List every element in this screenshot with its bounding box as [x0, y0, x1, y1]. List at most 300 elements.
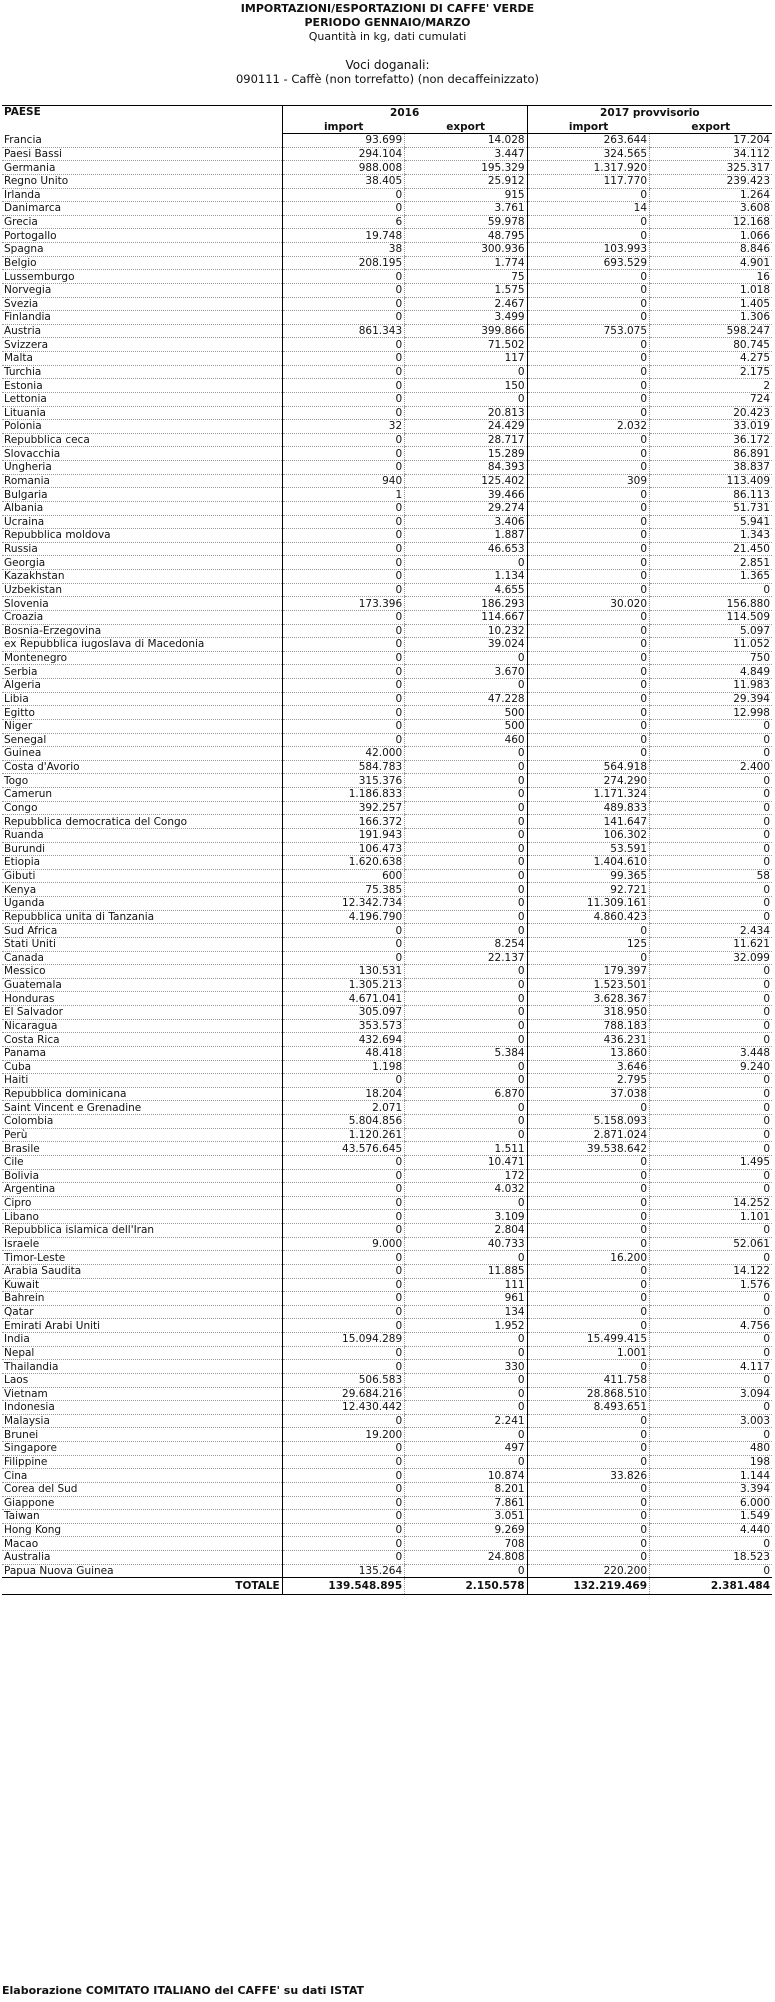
- import-2016-cell: 0: [282, 365, 404, 379]
- export-2017-cell: 86.113: [650, 488, 772, 502]
- table-row: [2, 542, 772, 556]
- country-cell: Slovacchia: [2, 447, 282, 461]
- import-2016-cell: 32: [282, 420, 404, 434]
- import-2017-cell: 220.200: [527, 1564, 649, 1578]
- import-2016-cell: 0: [282, 1278, 404, 1292]
- country-cell: Belgio: [2, 256, 282, 270]
- export-2016-cell: 0: [405, 365, 527, 379]
- import-2016-cell: 0: [282, 665, 404, 679]
- table-row: [2, 1046, 772, 1060]
- column-header-export-2016: export: [405, 120, 527, 134]
- country-cell: Haiti: [2, 1074, 282, 1088]
- export-2017-cell: 21.450: [650, 542, 772, 556]
- import-2016-cell: 0: [282, 1224, 404, 1238]
- table-row: [2, 515, 772, 529]
- country-cell: Turchia: [2, 365, 282, 379]
- import-2017-cell: 0: [527, 392, 649, 406]
- total-row: [2, 1578, 772, 1595]
- import-2017-cell: 0: [527, 679, 649, 693]
- table-row: [2, 1455, 772, 1469]
- import-2016-cell: 0: [282, 1346, 404, 1360]
- customs-code: 090111 - Caffè (non torrefatto) (non decaffeinizzato): [235, 72, 540, 86]
- import-2016-cell: 0: [282, 1414, 404, 1428]
- import-2016-cell: 0: [282, 406, 404, 420]
- export-2016-cell: 46.653: [405, 542, 527, 556]
- import-2016-cell: 0: [282, 1523, 404, 1537]
- import-2016-cell: 0: [282, 1155, 404, 1169]
- table-row: [2, 1087, 772, 1101]
- export-2017-cell: 0: [650, 965, 772, 979]
- export-2017-cell: 5.097: [650, 624, 772, 638]
- table-row: [2, 1251, 772, 1265]
- import-2016-cell: 1: [282, 488, 404, 502]
- export-2016-cell: 300.936: [405, 243, 527, 257]
- table-row: [2, 270, 772, 284]
- import-2017-cell: 0: [527, 447, 649, 461]
- export-2017-cell: 114.509: [650, 610, 772, 624]
- table-row: [2, 610, 772, 624]
- import-2016-cell: 0: [282, 1183, 404, 1197]
- import-2017-cell: 33.826: [527, 1469, 649, 1483]
- import-2017-cell: 0: [527, 1224, 649, 1238]
- import-2016-cell: 0: [282, 719, 404, 733]
- table-row: [2, 283, 772, 297]
- import-2017-cell: 0: [527, 610, 649, 624]
- import-2017-cell: 0: [527, 338, 649, 352]
- export-2016-cell: 4.655: [405, 583, 527, 597]
- export-2016-cell: 500: [405, 719, 527, 733]
- country-cell: Repubblica moldova: [2, 529, 282, 543]
- import-2017-cell: 92.721: [527, 883, 649, 897]
- import-2017-cell: 0: [527, 188, 649, 202]
- export-2016-cell: 15.289: [405, 447, 527, 461]
- export-2017-cell: 0: [650, 1019, 772, 1033]
- import-2017-cell: 0: [527, 1482, 649, 1496]
- import-2017-cell: 263.644: [527, 134, 649, 148]
- table-row: [2, 965, 772, 979]
- coffee-trade-table: [2, 105, 772, 1595]
- export-2016-cell: 0: [405, 1033, 527, 1047]
- import-2017-cell: 99.365: [527, 869, 649, 883]
- export-2017-cell: 0: [650, 1346, 772, 1360]
- import-2016-cell: 0: [282, 1074, 404, 1088]
- export-2017-cell: 1.405: [650, 297, 772, 311]
- export-2016-cell: 0: [405, 774, 527, 788]
- import-2017-cell: 436.231: [527, 1033, 649, 1047]
- export-2016-cell: 1.511: [405, 1142, 527, 1156]
- country-cell: Argentina: [2, 1183, 282, 1197]
- import-2016-cell: 12.430.442: [282, 1401, 404, 1415]
- country-cell: Perù: [2, 1128, 282, 1142]
- export-2016-cell: 84.393: [405, 461, 527, 475]
- country-cell: Grecia: [2, 215, 282, 229]
- export-2016-cell: 0: [405, 1019, 527, 1033]
- table-row: [2, 420, 772, 434]
- table-row: [2, 311, 772, 325]
- export-2017-cell: 2: [650, 379, 772, 393]
- export-2016-cell: 0: [405, 801, 527, 815]
- export-2016-cell: 28.717: [405, 433, 527, 447]
- import-2016-cell: 988.008: [282, 161, 404, 175]
- export-2016-cell: 3.109: [405, 1210, 527, 1224]
- country-cell: Romania: [2, 474, 282, 488]
- export-2016-cell: 1.134: [405, 570, 527, 584]
- export-2016-cell: 0: [405, 1115, 527, 1129]
- export-2017-cell: 1.495: [650, 1155, 772, 1169]
- import-2017-cell: 141.647: [527, 815, 649, 829]
- import-2017-cell: 0: [527, 638, 649, 652]
- table-row: [2, 1060, 772, 1074]
- import-2016-cell: 584.783: [282, 760, 404, 774]
- import-2017-cell: 125: [527, 937, 649, 951]
- table-row: [2, 1237, 772, 1251]
- import-2016-cell: 18.204: [282, 1087, 404, 1101]
- import-2017-cell: 0: [527, 542, 649, 556]
- country-cell: Ucraina: [2, 515, 282, 529]
- export-2016-cell: 0: [405, 747, 527, 761]
- export-2017-cell: 58: [650, 869, 772, 883]
- country-cell: Singapore: [2, 1442, 282, 1456]
- import-2017-cell: 30.020: [527, 597, 649, 611]
- table-row: [2, 869, 772, 883]
- import-2016-cell: 600: [282, 869, 404, 883]
- table-row: [2, 951, 772, 965]
- table-row: [2, 392, 772, 406]
- import-2016-cell: 1.120.261: [282, 1128, 404, 1142]
- export-2017-cell: 198: [650, 1455, 772, 1469]
- country-cell: Costa Rica: [2, 1033, 282, 1047]
- country-cell: Norvegia: [2, 283, 282, 297]
- export-2017-cell: 0: [650, 788, 772, 802]
- country-cell: Saint Vincent e Grenadine: [2, 1101, 282, 1115]
- import-2017-cell: 8.493.651: [527, 1401, 649, 1415]
- import-2016-cell: 15.094.289: [282, 1333, 404, 1347]
- export-2017-cell: 0: [650, 1305, 772, 1319]
- import-2017-cell: 0: [527, 229, 649, 243]
- import-2016-cell: 861.343: [282, 324, 404, 338]
- import-2017-cell: 0: [527, 1523, 649, 1537]
- import-2017-cell: 0: [527, 1414, 649, 1428]
- country-cell: Senegal: [2, 733, 282, 747]
- import-2016-cell: 29.684.216: [282, 1387, 404, 1401]
- import-2016-cell: 0: [282, 570, 404, 584]
- country-cell: Svizzera: [2, 338, 282, 352]
- export-2016-cell: 114.667: [405, 610, 527, 624]
- export-2016-cell: 10.874: [405, 1469, 527, 1483]
- export-2016-cell: 2.467: [405, 297, 527, 311]
- import-2017-cell: 274.290: [527, 774, 649, 788]
- export-2016-cell: 39.024: [405, 638, 527, 652]
- country-cell: Egitto: [2, 706, 282, 720]
- table-row: [2, 1142, 772, 1156]
- country-cell: Svezia: [2, 297, 282, 311]
- export-2017-cell: 2.175: [650, 365, 772, 379]
- import-2017-cell: 103.993: [527, 243, 649, 257]
- export-2016-cell: 3.406: [405, 515, 527, 529]
- export-2016-cell: 3.761: [405, 202, 527, 216]
- import-2016-cell: 0: [282, 706, 404, 720]
- import-2017-cell: 0: [527, 406, 649, 420]
- table-row: [2, 229, 772, 243]
- country-cell: Ungheria: [2, 461, 282, 475]
- import-2016-cell: 0: [282, 270, 404, 284]
- country-cell: India: [2, 1333, 282, 1347]
- table-row: [2, 679, 772, 693]
- import-2017-cell: 0: [527, 706, 649, 720]
- table-row: [2, 1305, 772, 1319]
- country-cell: Cile: [2, 1155, 282, 1169]
- table-row: [2, 202, 772, 216]
- import-2017-cell: 0: [527, 651, 649, 665]
- country-cell: Libia: [2, 692, 282, 706]
- table-row: [2, 1564, 772, 1578]
- import-2017-cell: 4.860.423: [527, 910, 649, 924]
- export-2017-cell: 0: [650, 719, 772, 733]
- export-2016-cell: 3.499: [405, 311, 527, 325]
- column-header-year-2016: 2016: [282, 106, 527, 121]
- import-2017-cell: 0: [527, 556, 649, 570]
- export-2017-cell: 2.851: [650, 556, 772, 570]
- export-2016-cell: 47.228: [405, 692, 527, 706]
- report-period: PERIODO GENNAIO/MARZO: [304, 16, 471, 29]
- table-row: [2, 461, 772, 475]
- total-export-2016: 2.150.578: [405, 1578, 527, 1595]
- import-2016-cell: 0: [282, 1196, 404, 1210]
- export-2016-cell: 3.051: [405, 1510, 527, 1524]
- export-2017-cell: 0: [650, 1183, 772, 1197]
- table-row: [2, 706, 772, 720]
- import-2017-cell: 0: [527, 1305, 649, 1319]
- export-2016-cell: 1.575: [405, 283, 527, 297]
- export-2017-cell: 0: [650, 897, 772, 911]
- table-row: [2, 1183, 772, 1197]
- export-2017-cell: 156.880: [650, 597, 772, 611]
- report-page: [0, 2, 775, 2002]
- export-2017-cell: 80.745: [650, 338, 772, 352]
- table-row: [2, 174, 772, 188]
- table-row: [2, 1333, 772, 1347]
- import-2016-cell: 0: [282, 1442, 404, 1456]
- import-2017-cell: 0: [527, 1169, 649, 1183]
- import-2016-cell: 19.748: [282, 229, 404, 243]
- import-2016-cell: 0: [282, 583, 404, 597]
- export-2017-cell: 6.000: [650, 1496, 772, 1510]
- import-2016-cell: 0: [282, 379, 404, 393]
- export-2016-cell: 6.870: [405, 1087, 527, 1101]
- import-2016-cell: 0: [282, 1264, 404, 1278]
- import-2016-cell: 5.804.856: [282, 1115, 404, 1129]
- report-header: [0, 2, 775, 86]
- table-row: [2, 1292, 772, 1306]
- import-2016-cell: 0: [282, 447, 404, 461]
- country-cell: Repubblica islamica dell'Iran: [2, 1224, 282, 1238]
- export-2016-cell: 134: [405, 1305, 527, 1319]
- export-2016-cell: 40.733: [405, 1237, 527, 1251]
- import-2017-cell: 0: [527, 1428, 649, 1442]
- export-2017-cell: 0: [650, 828, 772, 842]
- import-2017-cell: 0: [527, 570, 649, 584]
- export-2016-cell: 0: [405, 910, 527, 924]
- import-2017-cell: 0: [527, 624, 649, 638]
- import-2016-cell: 208.195: [282, 256, 404, 270]
- table-row: [2, 433, 772, 447]
- import-2017-cell: 5.158.093: [527, 1115, 649, 1129]
- import-2016-cell: 0: [282, 501, 404, 515]
- import-2017-cell: 0: [527, 270, 649, 284]
- import-2016-cell: 0: [282, 352, 404, 366]
- export-2017-cell: 14.122: [650, 1264, 772, 1278]
- table-row: [2, 501, 772, 515]
- import-2016-cell: 1.186.833: [282, 788, 404, 802]
- table-row: [2, 1033, 772, 1047]
- table-row: [2, 556, 772, 570]
- table-row: [2, 215, 772, 229]
- table-row: [2, 1414, 772, 1428]
- country-cell: Etiopia: [2, 856, 282, 870]
- export-2017-cell: 325.317: [650, 161, 772, 175]
- table-row: [2, 692, 772, 706]
- export-2017-cell: 1.101: [650, 1210, 772, 1224]
- export-2016-cell: 59.978: [405, 215, 527, 229]
- import-2017-cell: 0: [527, 461, 649, 475]
- import-2017-cell: 0: [527, 1292, 649, 1306]
- export-2017-cell: 29.394: [650, 692, 772, 706]
- export-2017-cell: 0: [650, 1401, 772, 1415]
- import-2017-cell: 324.565: [527, 147, 649, 161]
- import-2017-cell: 1.001: [527, 1346, 649, 1360]
- import-2016-cell: 130.531: [282, 965, 404, 979]
- table-row: [2, 256, 772, 270]
- import-2017-cell: 2.032: [527, 420, 649, 434]
- import-2017-cell: 0: [527, 365, 649, 379]
- import-2017-cell: 0: [527, 1264, 649, 1278]
- column-header-import-2016: import: [282, 120, 404, 134]
- export-2017-cell: 0: [650, 774, 772, 788]
- import-2016-cell: 173.396: [282, 597, 404, 611]
- table-body: [2, 134, 772, 1578]
- report-subtitle: Quantità in kg, dati cumulati: [308, 30, 467, 43]
- export-2017-cell: 1.264: [650, 188, 772, 202]
- import-2016-cell: 19.200: [282, 1428, 404, 1442]
- country-cell: Camerun: [2, 788, 282, 802]
- import-2016-cell: 4.671.041: [282, 992, 404, 1006]
- table-row: [2, 747, 772, 761]
- country-cell: Panama: [2, 1046, 282, 1060]
- export-2017-cell: 0: [650, 1428, 772, 1442]
- country-cell: Arabia Saudita: [2, 1264, 282, 1278]
- country-cell: Repubblica ceca: [2, 433, 282, 447]
- import-2017-cell: 1.317.920: [527, 161, 649, 175]
- country-cell: Paesi Bassi: [2, 147, 282, 161]
- export-2017-cell: 3.448: [650, 1046, 772, 1060]
- country-cell: Thailandia: [2, 1360, 282, 1374]
- import-2017-cell: 0: [527, 747, 649, 761]
- import-2017-cell: 3.628.367: [527, 992, 649, 1006]
- country-cell: Regno Unito: [2, 174, 282, 188]
- import-2016-cell: 191.943: [282, 828, 404, 842]
- import-2016-cell: 315.376: [282, 774, 404, 788]
- export-2016-cell: 0: [405, 679, 527, 693]
- country-cell: Francia: [2, 134, 282, 148]
- import-2016-cell: 0: [282, 433, 404, 447]
- export-2017-cell: 0: [650, 815, 772, 829]
- import-2017-cell: 0: [527, 1510, 649, 1524]
- table-row: [2, 1074, 772, 1088]
- table-row: [2, 760, 772, 774]
- country-cell: Portogallo: [2, 229, 282, 243]
- export-2017-cell: 12.998: [650, 706, 772, 720]
- import-2016-cell: 0: [282, 951, 404, 965]
- export-2016-cell: 1.774: [405, 256, 527, 270]
- import-2016-cell: 294.104: [282, 147, 404, 161]
- export-2016-cell: 0: [405, 869, 527, 883]
- country-cell: Kazakhstan: [2, 570, 282, 584]
- import-2016-cell: 0: [282, 1455, 404, 1469]
- table-row: [2, 1373, 772, 1387]
- country-cell: Cuba: [2, 1060, 282, 1074]
- import-2016-cell: 0: [282, 202, 404, 216]
- export-2017-cell: 239.423: [650, 174, 772, 188]
- table-row: [2, 338, 772, 352]
- country-cell: Bosnia-Erzegovina: [2, 624, 282, 638]
- export-2016-cell: 9.269: [405, 1523, 527, 1537]
- country-cell: ex Repubblica iugoslava di Macedonia: [2, 638, 282, 652]
- country-cell: Emirati Arabi Uniti: [2, 1319, 282, 1333]
- country-cell: Malaysia: [2, 1414, 282, 1428]
- table-row: [2, 1210, 772, 1224]
- country-cell: Stati Uniti: [2, 937, 282, 951]
- export-2016-cell: 2.804: [405, 1224, 527, 1238]
- table-row: [2, 583, 772, 597]
- import-2016-cell: 0: [282, 556, 404, 570]
- import-2017-cell: 564.918: [527, 760, 649, 774]
- table-row: [2, 1401, 772, 1415]
- import-2016-cell: 0: [282, 692, 404, 706]
- export-2016-cell: 117: [405, 352, 527, 366]
- export-2016-cell: 125.402: [405, 474, 527, 488]
- country-cell: Bahrein: [2, 1292, 282, 1306]
- export-2016-cell: 0: [405, 1251, 527, 1265]
- import-2016-cell: 0: [282, 733, 404, 747]
- country-cell: Corea del Sud: [2, 1482, 282, 1496]
- table-row: [2, 147, 772, 161]
- table-row: [2, 1101, 772, 1115]
- import-2016-cell: 0: [282, 461, 404, 475]
- export-2017-cell: 0: [650, 1142, 772, 1156]
- country-cell: Guatemala: [2, 978, 282, 992]
- table-row: [2, 488, 772, 502]
- export-2017-cell: 3.094: [650, 1387, 772, 1401]
- export-2017-cell: 4.849: [650, 665, 772, 679]
- export-2016-cell: 0: [405, 1101, 527, 1115]
- table-row: [2, 1346, 772, 1360]
- import-2017-cell: 0: [527, 1551, 649, 1565]
- import-2017-cell: 0: [527, 215, 649, 229]
- export-2016-cell: 29.274: [405, 501, 527, 515]
- country-cell: Lituania: [2, 406, 282, 420]
- export-2016-cell: 195.329: [405, 161, 527, 175]
- table-row: [2, 651, 772, 665]
- table-row: [2, 1537, 772, 1551]
- country-cell: Brasile: [2, 1142, 282, 1156]
- import-2016-cell: 12.342.734: [282, 897, 404, 911]
- export-2016-cell: 0: [405, 1006, 527, 1020]
- import-2017-cell: 489.833: [527, 801, 649, 815]
- import-2017-cell: 11.309.161: [527, 897, 649, 911]
- total-export-2017: 2.381.484: [650, 1578, 772, 1595]
- table-row: [2, 992, 772, 1006]
- export-2017-cell: 34.112: [650, 147, 772, 161]
